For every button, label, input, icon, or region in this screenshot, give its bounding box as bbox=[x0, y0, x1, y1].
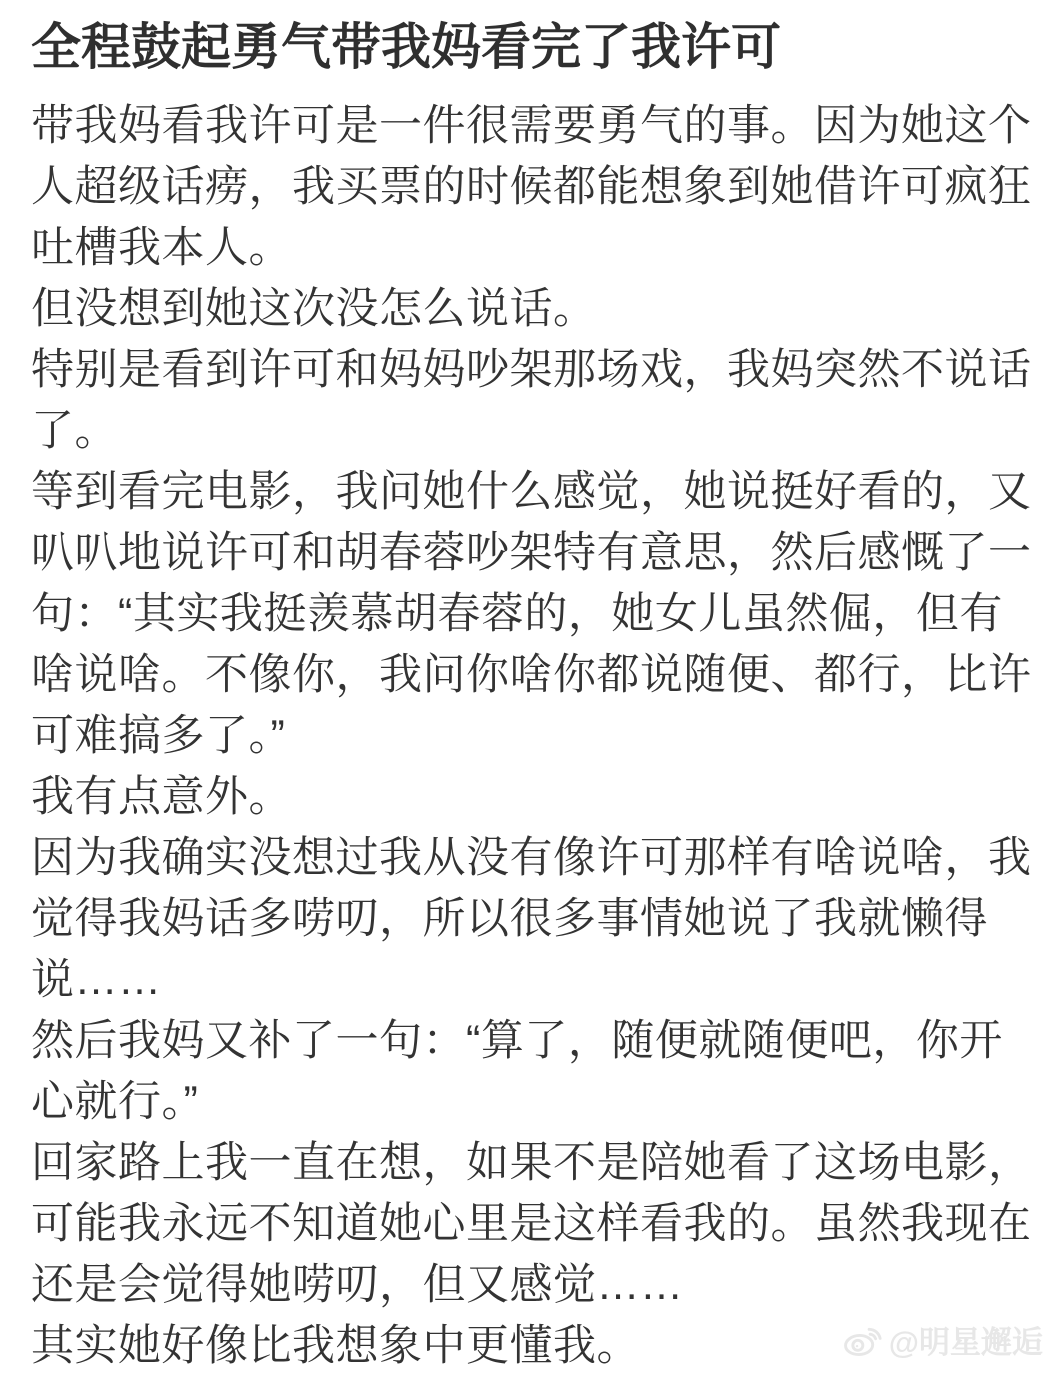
text-line: 可难搞多了。” bbox=[31, 712, 286, 760]
paragraph bbox=[31, 1133, 1039, 1316]
paragraph bbox=[31, 279, 1039, 340]
post-body bbox=[31, 96, 1039, 1377]
text-line: 句：“其实我挺羡慕胡春蓉的，她女儿虽然倔，但有 bbox=[31, 590, 1003, 638]
paragraph bbox=[31, 340, 1039, 462]
text-line: 可能我永远不知道她心里是这样看我的。虽然我现在 bbox=[31, 1200, 1032, 1248]
text-line: 其实她好像比我想象中更懂我。 bbox=[31, 1322, 640, 1370]
text-line: 心就行。” bbox=[31, 1078, 199, 1126]
text-line: 我有点意外。 bbox=[31, 773, 292, 821]
text-line: 啥说啥。不像你，我问你啥你都说随便、都行，比许 bbox=[31, 651, 1032, 699]
text-line: 说…… bbox=[31, 956, 162, 1004]
text-line: 因为我确实没想过我从没有像许可那样有啥说啥，我 bbox=[31, 834, 1032, 882]
text-line: 但没想到她这次没怎么说话。 bbox=[31, 285, 597, 333]
text-line: 人超级话痨，我买票的时候都能想象到她借许可疯狂 bbox=[31, 163, 1032, 211]
paragraph bbox=[31, 767, 1039, 828]
text-line: 特别是看到许可和妈妈吵架那场戏，我妈突然不说话 bbox=[31, 346, 1032, 394]
text-line: 了。 bbox=[31, 407, 118, 455]
text-line: 带我妈看我许可是一件很需要勇气的事。因为她这个 bbox=[31, 102, 1032, 150]
weibo-logo-icon bbox=[842, 1320, 884, 1360]
text-line: 觉得我妈话多唠叨，所以很多事情她说了我就懒得 bbox=[31, 895, 988, 943]
text-line: 然后我妈又补了一句：“算了，随便就随便吧，你开 bbox=[31, 1017, 1003, 1065]
post-title: 全程鼓起勇气带我妈看完了我许可 bbox=[31, 19, 781, 75]
text-line: 还是会觉得她唠叨，但又感觉…… bbox=[31, 1261, 684, 1309]
paragraph bbox=[31, 96, 1039, 279]
text-line: 等到看完电影，我问她什么感觉，她说挺好看的，又 bbox=[31, 468, 1032, 516]
text-line: 吐槽我本人。 bbox=[31, 224, 292, 272]
paragraph bbox=[31, 828, 1039, 1011]
paragraph bbox=[31, 462, 1039, 767]
text-line: 回家路上我一直在想，如果不是陪她看了这场电影， bbox=[31, 1139, 1032, 1187]
paragraph bbox=[31, 1011, 1039, 1133]
text-line: 叭叭地说许可和胡春蓉吵架特有意思，然后感慨了一 bbox=[31, 529, 1032, 577]
watermark-handle: @明星邂逅 bbox=[888, 1325, 1043, 1360]
watermark bbox=[842, 1317, 1043, 1362]
